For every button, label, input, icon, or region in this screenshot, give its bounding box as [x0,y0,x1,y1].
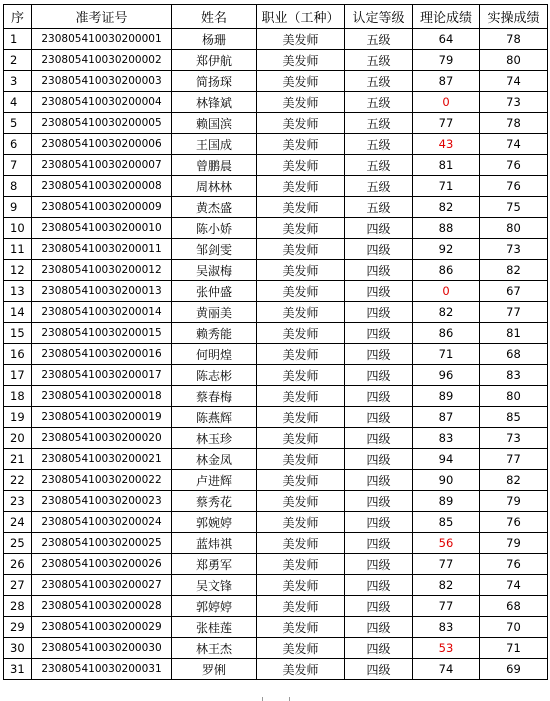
cell-name: 何明煌 [172,344,257,365]
cell-practical-score: 82 [480,260,548,281]
cell-practical-score: 76 [480,176,548,197]
cell-practical-score: 80 [480,218,548,239]
cell-theory-score: 74 [413,659,480,680]
cell-name: 罗俐 [172,659,257,680]
cell-theory-score: 0 [413,281,480,302]
cell-practical-score: 82 [480,470,548,491]
cell-practical-score: 70 [480,617,548,638]
cell-level: 四级 [345,218,413,239]
table-row [4,239,548,260]
cell-level: 四级 [345,470,413,491]
cell-exam-id: 230805410030200008 [32,176,172,197]
cell-practical-score: 73 [480,239,548,260]
cell-level: 五级 [345,176,413,197]
cell-level: 五级 [345,113,413,134]
cell-theory-score: 0 [413,92,480,113]
cell-practical-score: 78 [480,29,548,50]
table-row [4,344,548,365]
table-row [4,29,548,50]
table-row [4,638,548,659]
cell-exam-id: 230805410030200001 [32,29,172,50]
header-seq: 序 [4,5,32,29]
cell-name: 蔡秀花 [172,491,257,512]
cell-theory-score: 96 [413,365,480,386]
cell-level: 四级 [345,344,413,365]
cell-level: 四级 [345,323,413,344]
cell-theory-score: 77 [413,554,480,575]
cell-name: 林王杰 [172,638,257,659]
cell-seq: 26 [4,554,32,575]
cell-occupation: 美发师 [257,239,345,260]
table-row [4,596,548,617]
header-level: 认定等级 [345,5,413,29]
cell-level: 四级 [345,281,413,302]
cell-exam-id: 230805410030200025 [32,533,172,554]
cell-practical-score: 71 [480,638,548,659]
cell-exam-id: 230805410030200019 [32,407,172,428]
cell-occupation: 美发师 [257,449,345,470]
cell-occupation: 美发师 [257,323,345,344]
cell-occupation: 美发师 [257,554,345,575]
cell-exam-id: 230805410030200024 [32,512,172,533]
cell-occupation: 美发师 [257,302,345,323]
cell-seq: 7 [4,155,32,176]
cell-theory-score: 86 [413,323,480,344]
cell-name: 赖国滨 [172,113,257,134]
table-row [4,218,548,239]
cell-seq: 8 [4,176,32,197]
page-edge-mark [262,697,263,701]
cell-level: 四级 [345,617,413,638]
cell-level: 四级 [345,491,413,512]
cell-exam-id: 230805410030200003 [32,71,172,92]
cell-level: 四级 [345,260,413,281]
cell-name: 郭婉婷 [172,512,257,533]
cell-exam-id: 230805410030200030 [32,638,172,659]
score-table [3,4,548,680]
cell-practical-score: 68 [480,344,548,365]
cell-name: 林金凤 [172,449,257,470]
table-row [4,533,548,554]
table-row [4,554,548,575]
cell-name: 黄丽美 [172,302,257,323]
cell-name: 王国成 [172,134,257,155]
cell-occupation: 美发师 [257,344,345,365]
cell-occupation: 美发师 [257,638,345,659]
cell-level: 五级 [345,197,413,218]
cell-exam-id: 230805410030200011 [32,239,172,260]
cell-occupation: 美发师 [257,155,345,176]
cell-practical-score: 76 [480,512,548,533]
cell-exam-id: 230805410030200012 [32,260,172,281]
cell-exam-id: 230805410030200026 [32,554,172,575]
cell-occupation: 美发师 [257,176,345,197]
cell-practical-score: 74 [480,71,548,92]
cell-exam-id: 230805410030200017 [32,365,172,386]
cell-exam-id: 230805410030200028 [32,596,172,617]
cell-name: 郑伊航 [172,50,257,71]
table-row [4,449,548,470]
cell-occupation: 美发师 [257,533,345,554]
cell-practical-score: 67 [480,281,548,302]
table-row [4,428,548,449]
cell-practical-score: 74 [480,134,548,155]
cell-level: 四级 [345,386,413,407]
cell-theory-score: 88 [413,218,480,239]
cell-exam-id: 230805410030200005 [32,113,172,134]
cell-practical-score: 75 [480,197,548,218]
cell-occupation: 美发师 [257,386,345,407]
cell-level: 五级 [345,71,413,92]
cell-practical-score: 73 [480,428,548,449]
cell-theory-score: 82 [413,197,480,218]
header-theory-score: 理论成绩 [413,5,480,29]
cell-seq: 11 [4,239,32,260]
cell-occupation: 美发师 [257,617,345,638]
cell-theory-score: 89 [413,386,480,407]
cell-occupation: 美发师 [257,575,345,596]
cell-occupation: 美发师 [257,281,345,302]
table-row [4,470,548,491]
cell-theory-score: 86 [413,260,480,281]
cell-seq: 5 [4,113,32,134]
table-body [4,29,548,680]
cell-seq: 3 [4,71,32,92]
cell-theory-score: 87 [413,71,480,92]
cell-level: 五级 [345,155,413,176]
cell-level: 四级 [345,239,413,260]
cell-practical-score: 77 [480,302,548,323]
cell-occupation: 美发师 [257,365,345,386]
cell-occupation: 美发师 [257,134,345,155]
cell-level: 四级 [345,449,413,470]
cell-seq: 21 [4,449,32,470]
cell-exam-id: 230805410030200007 [32,155,172,176]
cell-occupation: 美发师 [257,197,345,218]
table-row [4,134,548,155]
table-row [4,491,548,512]
table-row [4,50,548,71]
header-occupation: 职业（工种） [257,5,345,29]
header-practical-score: 实操成绩 [480,5,548,29]
cell-name: 陈燕辉 [172,407,257,428]
cell-theory-score: 71 [413,176,480,197]
table-row [4,407,548,428]
cell-exam-id: 230805410030200027 [32,575,172,596]
cell-name: 陈志彬 [172,365,257,386]
cell-name: 张桂莲 [172,617,257,638]
page-edge-mark [289,697,290,701]
cell-practical-score: 73 [480,92,548,113]
cell-theory-score: 90 [413,470,480,491]
cell-name: 杨珊 [172,29,257,50]
cell-occupation: 美发师 [257,596,345,617]
cell-seq: 31 [4,659,32,680]
cell-seq: 9 [4,197,32,218]
cell-theory-score: 83 [413,617,480,638]
table-row [4,386,548,407]
cell-seq: 30 [4,638,32,659]
cell-name: 陈小娇 [172,218,257,239]
table-row [4,176,548,197]
header-row [4,5,548,29]
cell-exam-id: 230805410030200022 [32,470,172,491]
cell-exam-id: 230805410030200023 [32,491,172,512]
cell-level: 四级 [345,554,413,575]
cell-name: 曾鹏晨 [172,155,257,176]
cell-name: 林玉珍 [172,428,257,449]
header-exam-id: 准考证号 [32,5,172,29]
cell-practical-score: 76 [480,155,548,176]
cell-level: 四级 [345,302,413,323]
cell-level: 四级 [345,638,413,659]
cell-exam-id: 230805410030200016 [32,344,172,365]
cell-seq: 25 [4,533,32,554]
cell-level: 四级 [345,407,413,428]
cell-level: 四级 [345,365,413,386]
cell-practical-score: 69 [480,659,548,680]
cell-occupation: 美发师 [257,260,345,281]
cell-occupation: 美发师 [257,92,345,113]
cell-name: 简扬琛 [172,71,257,92]
cell-theory-score: 77 [413,596,480,617]
cell-occupation: 美发师 [257,218,345,239]
cell-level: 四级 [345,575,413,596]
cell-theory-score: 56 [413,533,480,554]
cell-seq: 19 [4,407,32,428]
cell-occupation: 美发师 [257,407,345,428]
cell-practical-score: 83 [480,365,548,386]
cell-seq: 6 [4,134,32,155]
cell-level: 五级 [345,29,413,50]
cell-name: 郑勇军 [172,554,257,575]
cell-occupation: 美发师 [257,512,345,533]
cell-level: 四级 [345,512,413,533]
cell-theory-score: 43 [413,134,480,155]
table-row [4,197,548,218]
table-row [4,617,548,638]
cell-exam-id: 230805410030200014 [32,302,172,323]
cell-exam-id: 230805410030200004 [32,92,172,113]
cell-theory-score: 53 [413,638,480,659]
table-row [4,92,548,113]
cell-seq: 20 [4,428,32,449]
cell-seq: 16 [4,344,32,365]
cell-exam-id: 230805410030200015 [32,323,172,344]
cell-practical-score: 80 [480,386,548,407]
cell-name: 邹剑雯 [172,239,257,260]
table-row [4,260,548,281]
cell-practical-score: 85 [480,407,548,428]
cell-seq: 17 [4,365,32,386]
cell-level: 五级 [345,134,413,155]
cell-seq: 18 [4,386,32,407]
cell-practical-score: 79 [480,491,548,512]
cell-name: 卢进辉 [172,470,257,491]
cell-theory-score: 79 [413,50,480,71]
cell-occupation: 美发师 [257,428,345,449]
cell-name: 蓝炜祺 [172,533,257,554]
cell-theory-score: 71 [413,344,480,365]
cell-theory-score: 83 [413,428,480,449]
cell-seq: 28 [4,596,32,617]
cell-theory-score: 82 [413,302,480,323]
cell-occupation: 美发师 [257,470,345,491]
cell-seq: 29 [4,617,32,638]
cell-exam-id: 230805410030200021 [32,449,172,470]
cell-practical-score: 80 [480,50,548,71]
cell-name: 林锋斌 [172,92,257,113]
cell-seq: 22 [4,470,32,491]
cell-theory-score: 82 [413,575,480,596]
cell-practical-score: 77 [480,449,548,470]
cell-occupation: 美发师 [257,491,345,512]
cell-exam-id: 230805410030200013 [32,281,172,302]
cell-seq: 15 [4,323,32,344]
cell-name: 赖秀能 [172,323,257,344]
cell-level: 五级 [345,50,413,71]
cell-seq: 27 [4,575,32,596]
cell-name: 张仲盛 [172,281,257,302]
cell-theory-score: 94 [413,449,480,470]
cell-occupation: 美发师 [257,659,345,680]
cell-theory-score: 64 [413,29,480,50]
cell-seq: 10 [4,218,32,239]
cell-name: 吴文锋 [172,575,257,596]
cell-seq: 2 [4,50,32,71]
table-row [4,281,548,302]
cell-level: 四级 [345,659,413,680]
cell-name: 蔡春梅 [172,386,257,407]
cell-level: 四级 [345,533,413,554]
cell-name: 郭婷婷 [172,596,257,617]
cell-practical-score: 74 [480,575,548,596]
cell-seq: 12 [4,260,32,281]
cell-practical-score: 81 [480,323,548,344]
cell-theory-score: 85 [413,512,480,533]
cell-theory-score: 87 [413,407,480,428]
cell-theory-score: 81 [413,155,480,176]
table-row [4,659,548,680]
cell-exam-id: 230805410030200002 [32,50,172,71]
cell-seq: 13 [4,281,32,302]
table-row [4,575,548,596]
cell-occupation: 美发师 [257,113,345,134]
cell-practical-score: 76 [480,554,548,575]
cell-seq: 1 [4,29,32,50]
cell-exam-id: 230805410030200031 [32,659,172,680]
table-row [4,302,548,323]
cell-occupation: 美发师 [257,71,345,92]
cell-name: 吴淑梅 [172,260,257,281]
table-row [4,365,548,386]
cell-exam-id: 230805410030200018 [32,386,172,407]
table-row [4,512,548,533]
cell-name: 周林林 [172,176,257,197]
cell-practical-score: 79 [480,533,548,554]
cell-exam-id: 230805410030200006 [32,134,172,155]
table-row [4,71,548,92]
cell-seq: 4 [4,92,32,113]
cell-theory-score: 92 [413,239,480,260]
cell-occupation: 美发师 [257,29,345,50]
cell-occupation: 美发师 [257,50,345,71]
header-name: 姓名 [172,5,257,29]
cell-name: 黄杰盛 [172,197,257,218]
cell-exam-id: 230805410030200029 [32,617,172,638]
cell-practical-score: 68 [480,596,548,617]
table-row [4,155,548,176]
cell-exam-id: 230805410030200010 [32,218,172,239]
table-row [4,323,548,344]
table-row [4,113,548,134]
cell-seq: 23 [4,491,32,512]
cell-exam-id: 230805410030200009 [32,197,172,218]
cell-level: 四级 [345,428,413,449]
cell-seq: 24 [4,512,32,533]
cell-theory-score: 89 [413,491,480,512]
cell-seq: 14 [4,302,32,323]
cell-theory-score: 77 [413,113,480,134]
cell-practical-score: 78 [480,113,548,134]
cell-level: 四级 [345,596,413,617]
cell-level: 五级 [345,92,413,113]
cell-exam-id: 230805410030200020 [32,428,172,449]
